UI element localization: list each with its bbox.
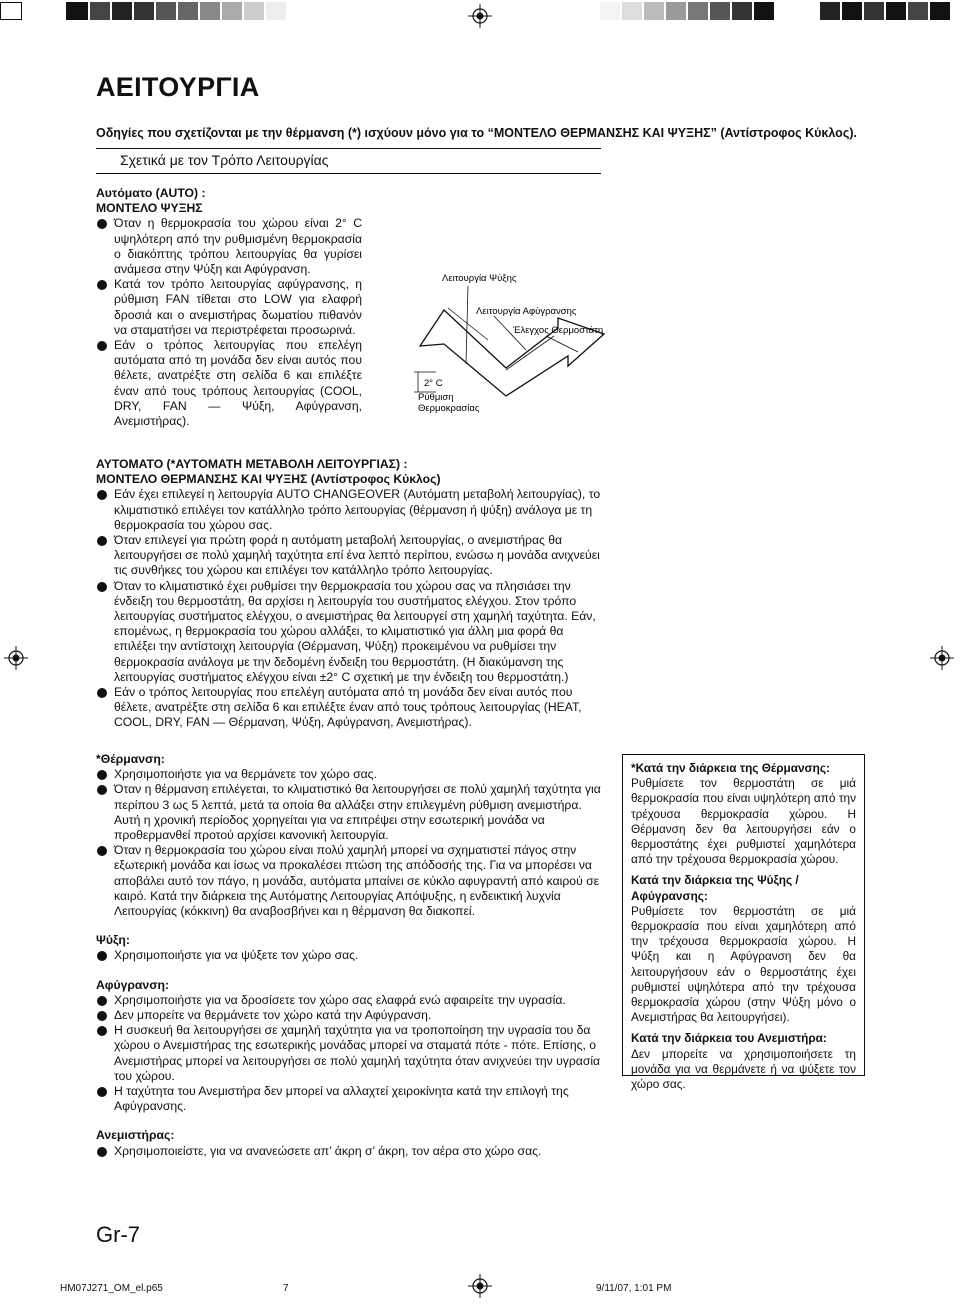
- note-heading-cooling: Κατά την διάρκεια της Ψύξης / Αφύγρανσης:: [631, 873, 799, 903]
- note-heading-heating: *Κατά την διάρκεια της Θέρμανσης:: [631, 761, 830, 775]
- list-item: Όταν η θερμοκρασία του χώρου είναι 2° C υψηλότερη από την ρυθμισμένη θερμοκρασία ο διακόπτης τρόπου λειτουργίας θα γυρίσει ανάμεσα στην Ψύξη και Αφύγρανση.: [96, 216, 362, 277]
- note-text-fan: Δεν μπορείτε να χρησιμοποιήσετε τη μονάδα για να θερμάνετε ή να ψύξετε τον χώρο σας.: [631, 1046, 856, 1092]
- registration-mark-icon: [4, 646, 28, 670]
- section-heading-box: [96, 148, 601, 174]
- heating-heading: *Θέρμανση:: [96, 752, 165, 766]
- label-dry: Λειτουργία Αφύγρανσης: [476, 306, 577, 317]
- label-thermostat: Έλεγχος Θερμοστάτη: [513, 325, 604, 336]
- cooling-heading: Ψύξη:: [96, 933, 130, 948]
- page-number: Gr-7: [96, 1222, 140, 1247]
- list-item: Όταν η θερμοκρασία του χώρου είναι πολύ χαμηλή μπορεί να σχηματιστεί πάγος στην εξωτερική μονάδα και ίσως να προκαλέσει πτώση της απόδοσής της. Για να μπορέσει να αποβάλει αυτό τον πάγο, η μονάδα, αυτόματα μπαίνει σε κύκλο αφυγραντή από καιρού σε καιρό. Κατά την διάρκεια της Αυτόματης Λειτουργίας Απόψυξης, η ενδεικτική λυχνία Λειτουργίας (κόκκινη) θα αναβοσβήνει και η θέρμανση θα διακοπεί.: [96, 843, 607, 919]
- auto-mode-diagram: [408, 266, 613, 416]
- auto-section: [96, 186, 362, 429]
- auto-heading: Αυτόματο (AUTO) :: [96, 186, 206, 200]
- list-item: Η συσκευή θα λειτουργήσει σε χαμηλή ταχύτητα για να τροποποίηση την υγρασία του δα χώρου ο Ανεμιστήρας της εσωτερικής μονάδας μπορεί να σταματά πότε - πότε. Επίσης, ο Ανεμιστήρας μπορεί να λειτουργήσει σε πολύ χαμηλή ταχύτητα όταν ανιχνεύει την υγρασία του χώρου.: [96, 1023, 607, 1084]
- registration-mark-icon: [930, 646, 954, 670]
- registration-mark-icon: [468, 1274, 492, 1298]
- footer-file: HM07J271_OM_el.p65: [60, 1283, 163, 1294]
- list-item: Δεν μπορείτε να θερμάνετε τον χώρο κατά την Αφύγρανση.: [96, 1008, 607, 1023]
- label-setting: Ρύθμιση: [418, 392, 454, 403]
- dry-heading: Αφύγρανση:: [96, 977, 170, 992]
- list-item: Εάν έχει επιλεγεί η λειτουργία AUTO CHANGEOVER (Αυτόματη μεταβολή λειτουργίας), το κλιματιστικό επιλέγει τον κατάλληλο τρόπο λειτουργίας (θέρμανση ή ψύξη) ανάλογα με τη θερμοκρασία του χώρου σας.: [96, 487, 605, 533]
- list-item: Κατά τον τρόπο λειτουργίας αφύγρανσης, η ρύθμιση FAN τίθεται στο LOW για ελαφρή δροσιά και ο ανεμιστήρας δωματίου πιθανόν να σταματήσει να περιστρέφεται προσωρινά.: [96, 277, 362, 338]
- footer-page: 7: [283, 1283, 289, 1294]
- list-item: Η ταχύτητα του Ανεμιστήρα δεν μπορεί να αλλαχτεί χειροκίνητα κατά την επιλογή της Αφύγρανσης.: [96, 1084, 607, 1114]
- section-heading: Σχετικά με τον Τρόπο Λειτουργίας: [120, 152, 329, 168]
- label-setting-temp: Θερμοκρασίας: [418, 403, 480, 414]
- list-item: Χρησιμοποιήστε για να δροσίσετε τον χώρο σας ελαφρά ενώ αφαιρείτε την υγρασία.: [96, 993, 607, 1008]
- modes-section: [96, 752, 607, 1159]
- label-cooling: Λειτουργία Ψύξης: [442, 273, 517, 284]
- note-heading-fan: Κατά την διάρκεια του Ανεμιστήρα:: [631, 1031, 827, 1046]
- auto-model-heading: ΜΟΝΤΕΛΟ ΨΥΞΗΣ: [96, 201, 203, 216]
- list-item: Χρησιμοποιήστε για να ψύξετε τον χώρο σας.: [96, 948, 607, 963]
- list-item: Χρησιμοποιήστε για να θερμάνετε τον χώρο σας.: [96, 767, 607, 782]
- footer-date: 9/11/07, 1:01 PM: [596, 1283, 672, 1294]
- list-item: Όταν το κλιματιστικό έχει ρυθμίσει την θερμοκρασία του χώρου σας να πλησιάσει την ένδειξη του θερμοστάτη, θα αρχίσει η λειτουργία του συστήματος ελέγχου. Στον τρόπο λειτουργίας συστήματος ελέγχου, ο ανεμιστήρας θα λειτουργεί στη χαμηλή ταχύτητα. Εάν, επομένως, η θερμοκρασία του χώρου αλλάξει, το κλιματιστικό για άλλη μια φορά θα επιλέξει την αντίστοιχη λειτουργία (Θέρμανση, Ψύξη) προκειμένου να ρυθμίσει την θερμοκρασία ανάλογα με την δεδομένη ένδειξη του θερμοστάτη. (Η διακύμανση της λειτουργίας συστήματος ελέγχου είναι ±2° C σχετική με την ένδειξη του θερμοστάτη.): [96, 579, 605, 685]
- list-item: Όταν επιλεγεί για πρώτη φορά η αυτόματη μεταβολή λειτουργίας, ο ανεμιστήρας θα λειτουργήσει σε πολύ χαμηλή ταχύτητα επί ένα λεπτό περίπου, ενώσω η μονάδα ανιχνεύει τις συνθήκες του χώρου και επιλέγει τον κατάλληλο τρόπο λειτουργίας.: [96, 533, 605, 579]
- registration-mark-icon: [468, 4, 492, 28]
- page-title: ΑΕΙΤΟΥΡΓΙΑ: [96, 72, 260, 102]
- list-item: Εάν ο τρόπος λειτουργίας που επελέγη αυτόματα από τη μονάδα δεν είναι αυτός που θέλετε, ανατρέξτε στη σελίδα 6 και επιλέξτε έναν από τους τρόπους λειτουργίας (HEAT, COOL, DRY, FAN — Θέρμανση, Ψύξη, Αφύγρανση, Ανεμιστήρας).: [96, 685, 605, 731]
- label-2c: 2° C: [424, 378, 443, 389]
- auto-changeover-heading: ΑΥΤΟΜΑΤΟ (*ΑΥΤΟΜΑΤΗ ΜΕΤΑΒΟΛΗ ΛΕΙΤΟΥΡΓΙΑΣ) :: [96, 457, 408, 471]
- fan-heading: Ανεμιστήρας:: [96, 1128, 175, 1143]
- note-text-cooling: Ρυθμίσετε τον θερμοστάτη σε μιά θερμοκρασία που είναι χαμηλότερη από την τρέχουσα θερμοκρασία χώρου. Η Ψύξη και η Αφύγρανση δεν θα λειτουργήσουν εάν ο θερμοστάτης έχει ρυθμιστεί υψηλότερα από την τρέχουσα θερμοκρασία χώρου (στην Ψύξη μόνο ο Ανεμιστήρας θα λειτουργήσει).: [631, 903, 856, 1025]
- note-text-heating: Ρυθμίσετε τον θερμοστάτη σε μιά θερμοκρασία που είναι υψηλότερη από την τρέχουσα θερμοκρασία χώρου. Η Θέρμανση δεν θα λειτουργήσει εάν ο θερμοστάτης έχει ρυθμιστεί χαμηλότερα από την τρέχουσα θερμοκρασία χώρου.: [631, 776, 856, 867]
- auto-changeover-model: ΜΟΝΤΕΛΟ ΘΕΡΜΑΝΣΗΣ ΚΑΙ ΨΥΞΗΣ (Αντίστροφος Κύκλος): [96, 472, 441, 487]
- intro-note: Οδηγίες που σχετίζονται με την θέρμανση (*) ισχύουν μόνο για το “ΜΟΝΤΕΛΟ ΘΕΡΜΑΝΣΗΣ ΚΑΙ ΨΥΞΗΣ” (Αντίστροφος Κύκλος).: [96, 126, 857, 140]
- auto-changeover-section: [96, 457, 605, 731]
- list-item: Χρησιμοποιείστε, για να ανανεώσετε απ’ άκρη σ’ άκρη, τον αέρα στο χώρο σας.: [96, 1144, 607, 1159]
- note-box: [622, 754, 865, 1092]
- list-item: Όταν η θέρμανση επιλέγεται, το κλιματιστικό θα λειτουργήσει σε πολύ χαμηλή ταχύτητα για περίπου 3 ως 5 λεπτά, μετά τα οποία θα αλλάξει στην επιλεγμένη ρύθμιση ανεμιστήρα. Αυτή η χρονική περίοδος χορηγείται για να επιτρέψει στην εσωτερική μονάδα να προθερμανθεί προτού αρχίσει κανονική λειτουργία.: [96, 782, 607, 843]
- list-item: Εάν ο τρόπος λειτουργίας που επελέγη αυτόματα από τη μονάδα δεν είναι αυτός που θέλετε, ανατρέξτε στη σελίδα 6 και επιλέξτε έναν από τους τρόπους λειτουργίας (COOL, DRY, FAN — Ψύξη, Αφύγρανση, Ανεμιστήρας).: [96, 338, 362, 429]
